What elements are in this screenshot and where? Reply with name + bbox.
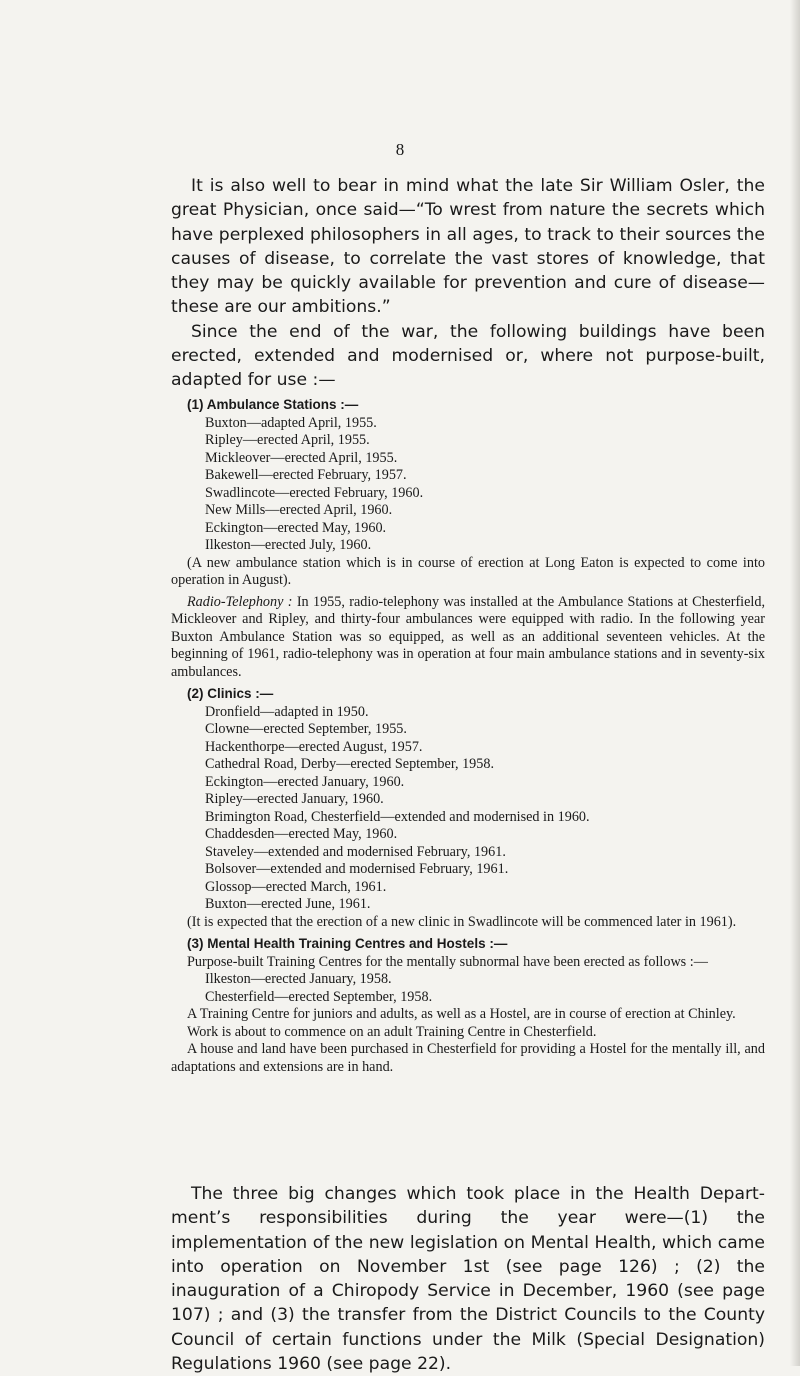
mental-health-heading [171, 935, 765, 954]
list-item: Buxton—adapted April, 1955. [205, 414, 377, 431]
hostel-paragraph: A house and land have been purchased in Chesterfield for providing a Hostel for the mentally ill, and adaptations and extensions are in hand. [171, 1041, 765, 1075]
list-item: Glossop—erected March, 1961. [205, 878, 387, 895]
list-item: Clowne—erected September, 1955. [205, 721, 407, 737]
list-item: Bakewell—erected February, 1957. [205, 467, 407, 483]
list-item: Chaddesden—erected May, 1960. [205, 826, 398, 842]
list-item: Ilkeston—erected January, 1958. [205, 971, 392, 987]
list-item: Eckington—erected May, 1960. [205, 519, 387, 536]
list-item: Brimington Road, Chesterfield—extended and modernised in 1960. [205, 808, 590, 825]
list-item: Ripley—erected January, 1960. [205, 791, 384, 807]
list-item: Cathedral Road, Derby—erected September, 1958. [205, 756, 494, 772]
radio-telephony-text: In 1955, radio-telephony was installed at the Ambulance Stations at Chesterfield, Mickleover and Ripley, and thirty-four ambulances were equipped with radio. In the following year Buxton Ambulance Station was so equipped, as well as an additional seventeen vehicles. At the beginning of 1961, radio-telephony was in operation at four main ambulance stations and in seventy-six ambulances. [171, 593, 765, 680]
closing-section [171, 1182, 765, 1376]
page-edge-shadow [790, 0, 800, 1366]
list-item: Dronfield—adapted in 1950. [205, 703, 369, 720]
radio-telephony-label: Radio-Telephony : [187, 593, 293, 610]
clinics-heading [171, 685, 765, 704]
osler-quote-paragraph: It is also well to bear in mind what the late Sir William Osler, the great Physician, once said—“To wrest from nature the secrets which have perplexed philosophers in all ages, to track to their sources the causes of disease, to correlate the vast stores of knowledge, that they may be quickly available for prevention and cure of disease—these are our ambitions.” [171, 176, 765, 318]
closing-paragraph: The three big changes which took place in the Health Department’s responsibilities during the year were—(1) the implementation of the new legislation on Mental Health, which came into operation on November 1st (see page 126) ; (2) the inauguration of a Chiropody Service in December, 1960 (see page 107) ; and (3) the transfer from the District Councils to the County Council of certain functions under the Milk (Special Designation) Regulations 1960 (see page 22). [171, 1184, 765, 1375]
intro-section [171, 174, 765, 393]
page-number: 8 [395, 140, 405, 159]
chinley-paragraph: A Training Centre for juniors and adults, as well as a Hostel, are in course of erection at Chinley. [187, 1006, 736, 1022]
list-item: Hackenthorpe—erected August, 1957. [205, 738, 423, 755]
radio-telephony-paragraph [171, 594, 765, 682]
list-item: Bolsover—extended and modernised February, 1961. [205, 861, 509, 877]
ambulance-heading [171, 396, 765, 415]
list-item: Chesterfield—erected September, 1958. [205, 988, 433, 1005]
mental-health-intro: Purpose-built Training Centres for the mentally subnormal have been erected as follows :— [187, 953, 708, 970]
list-item: Buxton—erected June, 1961. [205, 896, 371, 912]
ambulance-heading-number: (1) [187, 397, 204, 412]
clinics-list [171, 704, 765, 914]
mental-health-heading-text: Mental Health Training Centres and Hostels :— [207, 936, 508, 951]
clinics-heading-text: Clinics :— [207, 686, 274, 701]
list-item: Swadlincote—erected February, 1960. [205, 484, 424, 501]
list-item: Ripley—erected April, 1955. [205, 432, 370, 448]
list-item: Eckington—erected January, 1960. [205, 773, 405, 790]
buildings-list-section [171, 396, 765, 1076]
chesterfield-centre-paragraph: Work is about to commence on an adult Training Centre in Chesterfield. [187, 1023, 597, 1040]
clinics-note: (It is expected that the erection of a new clinic in Swadlincote will be commenced later in 1961). [187, 913, 737, 930]
list-item: New Mills—erected April, 1960. [205, 502, 393, 518]
ambulance-note: (A new ambulance station which is in course of erection at Long Eaton is expected to come into operation in August). [171, 554, 765, 588]
list-item: Ilkeston—erected July, 1960. [205, 537, 372, 553]
list-item: Mickleover—erected April, 1955. [205, 449, 398, 466]
clinics-heading-number: (2) [187, 686, 204, 701]
ambulance-heading-text: Ambulance Stations :— [206, 397, 359, 412]
list-item: Staveley—extended and modernised February, 1961. [205, 843, 506, 860]
ambulance-station-list [171, 415, 765, 555]
mental-health-heading-number: (3) [187, 936, 204, 951]
buildings-intro-paragraph: Since the end of the war, the following buildings have been erected, extended and modernised or, where not purpose-built, adapted for use :— [171, 321, 765, 391]
training-centres-list [171, 971, 765, 1006]
